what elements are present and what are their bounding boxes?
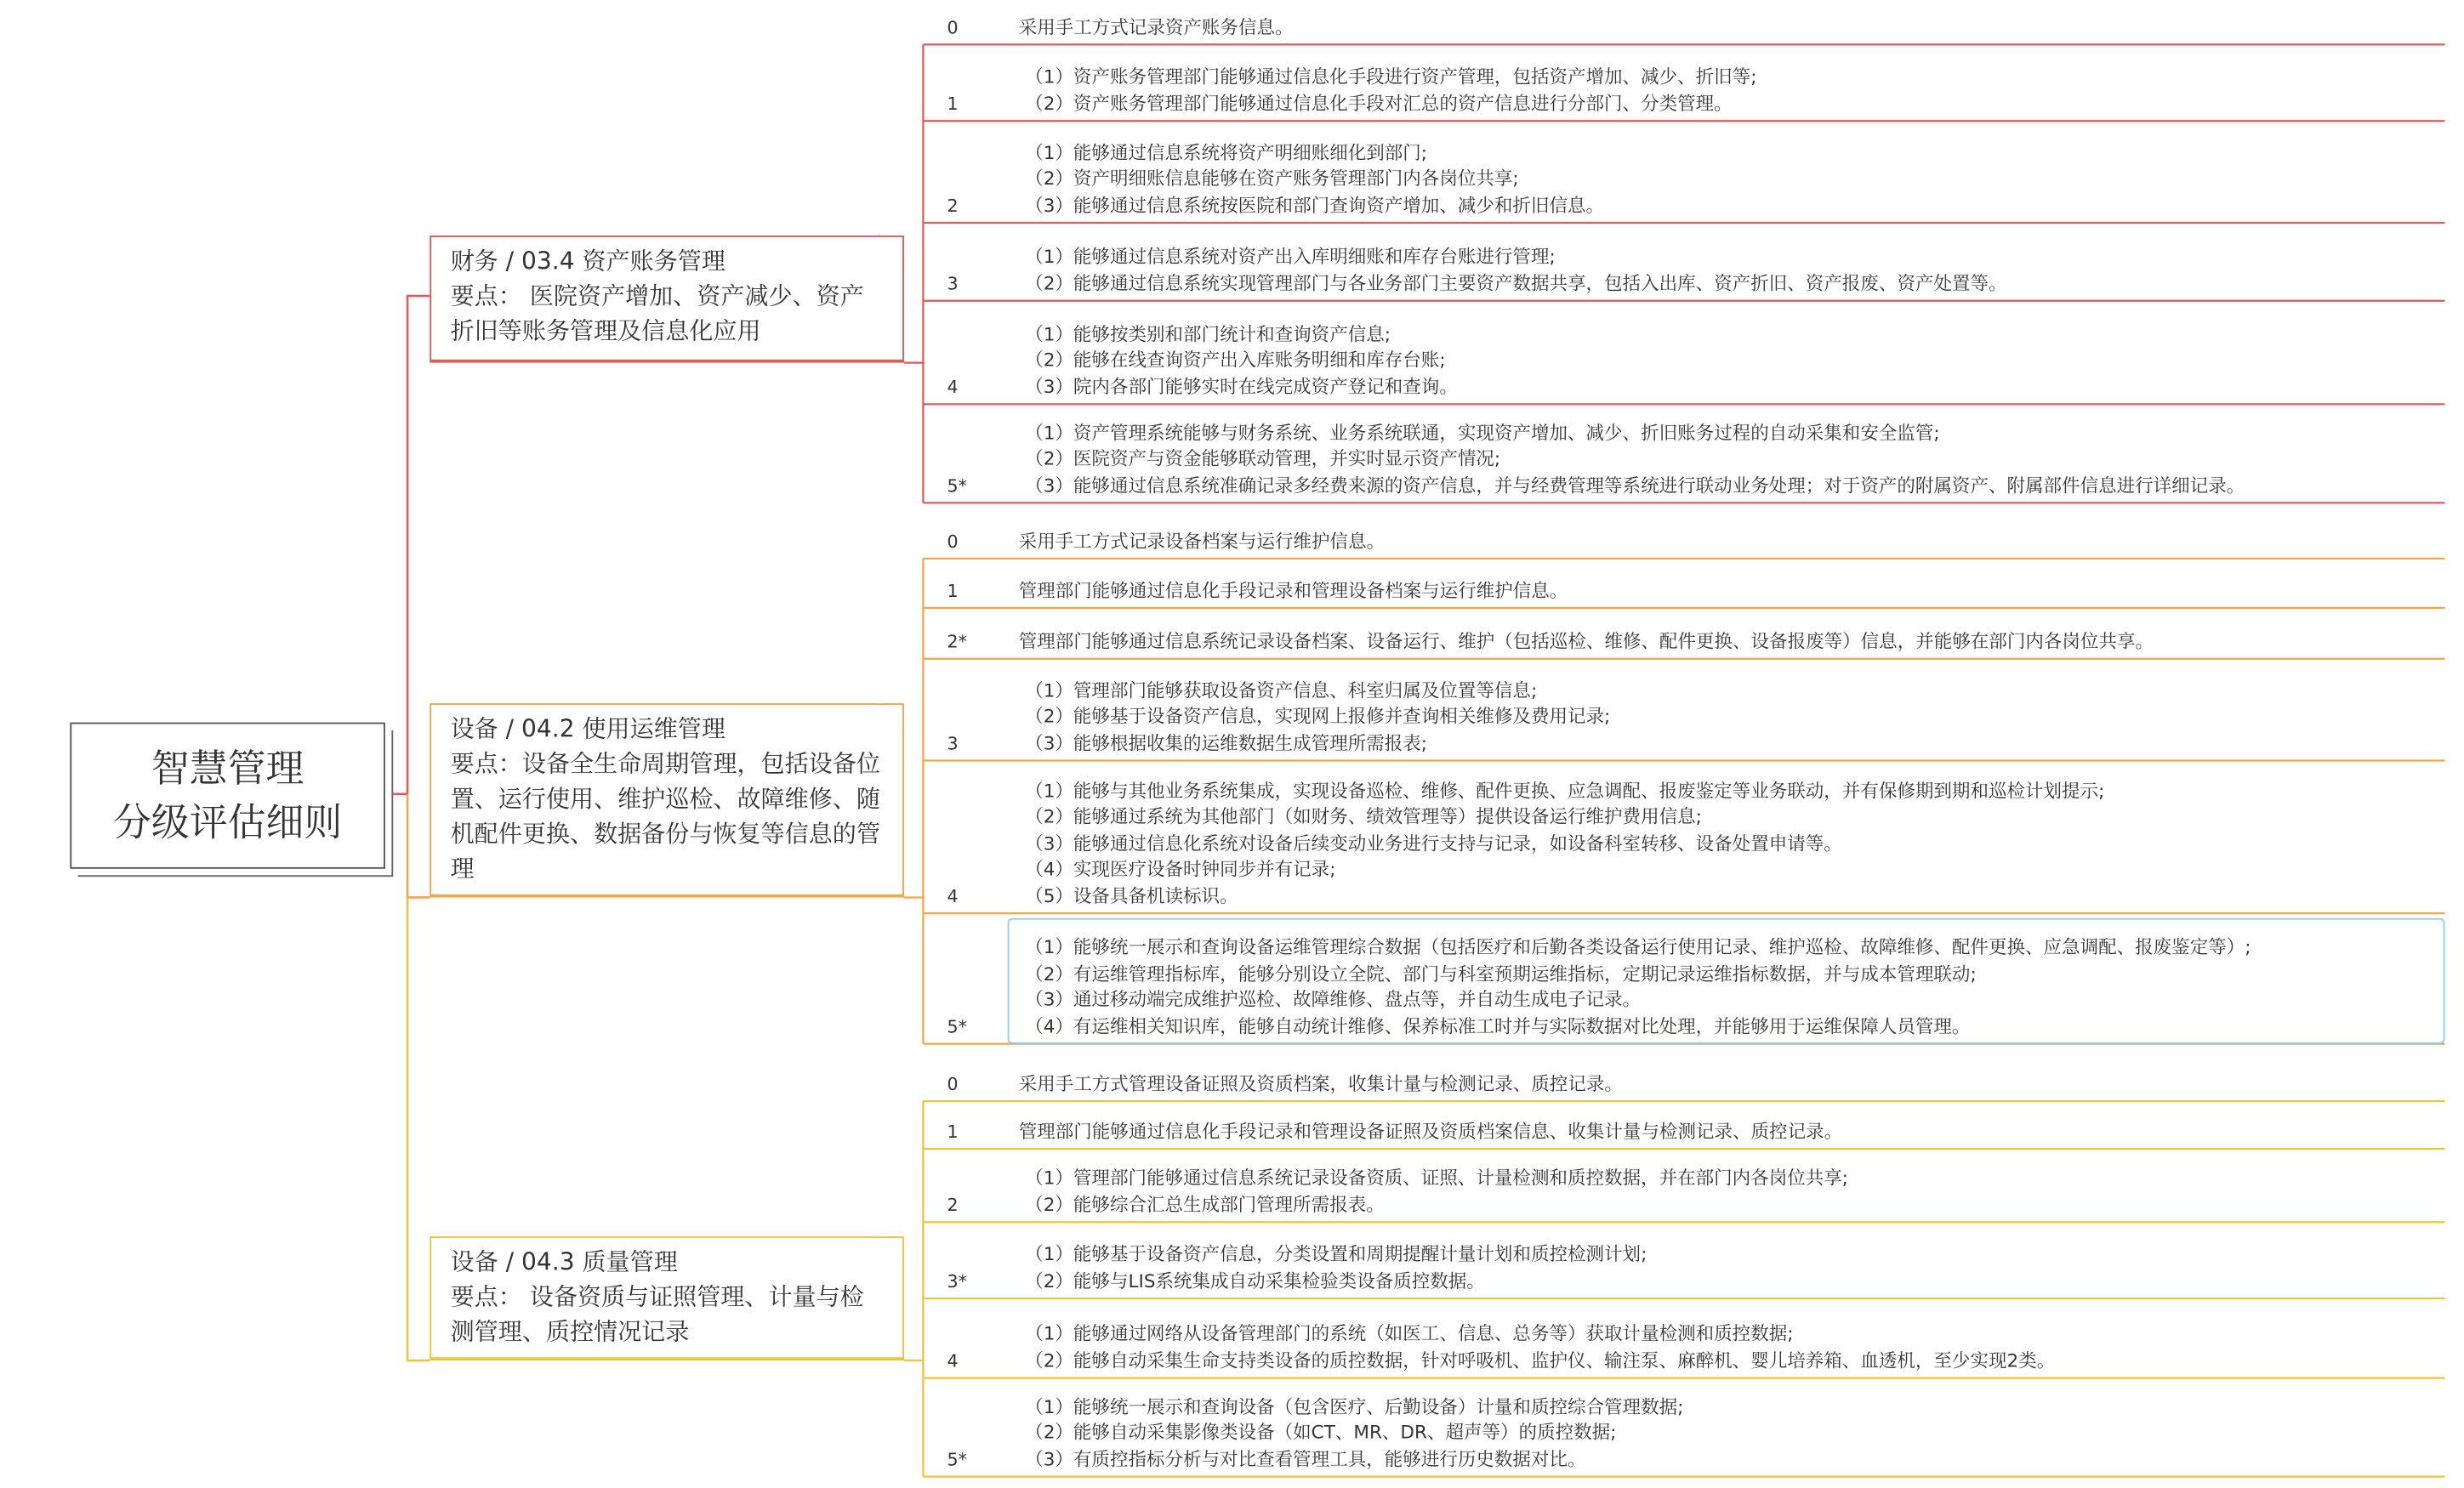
level-number: 0 <box>947 17 959 38</box>
description-line: （3）有质控指标分析与对比查看管理工具，能够进行历史数据对比。 <box>1025 1447 1586 1470</box>
connector <box>407 794 430 898</box>
connector <box>407 897 430 1360</box>
level-description <box>1019 576 1568 603</box>
topic-title: 设备 / 04.3 质量管理 <box>450 1247 678 1276</box>
level-number: 5* <box>947 1449 967 1471</box>
description-line: （1）能够与其他业务系统集成，实现设备巡检、维修、配件更换、应急调配、报废鉴定等业务联动，并有保修期到期和巡检计划提示; <box>1025 779 2105 802</box>
topic-equipment-quality[interactable] <box>430 1236 904 1360</box>
description-line: （2）资产账务管理部门能够通过信息化手段对汇总的资产信息进行分部门、分类管理。 <box>1025 91 1733 114</box>
topic-equipment-operations[interactable] <box>430 703 904 897</box>
description-line: （1）能够通过信息系统对资产出入库明细账和库存台账进行管理; <box>1025 245 1556 268</box>
level-number: 3 <box>947 273 959 295</box>
level-number: 3* <box>947 1271 967 1292</box>
level-description <box>1019 1071 1623 1097</box>
level-row-quality-2[interactable] <box>923 1149 2444 1222</box>
level-number: 3 <box>947 733 959 755</box>
description-line: 采用手工方式管理设备证照及资质档案，收集计量与检测记录、质控记录。 <box>1018 1071 1623 1094</box>
level-description <box>1025 677 1610 756</box>
level-row-finance-0[interactable] <box>923 5 2444 45</box>
level-description <box>1025 419 2245 498</box>
description-line: （2）医院资产与资金能够联动管理，并实时显示资产情况; <box>1025 446 1501 470</box>
description-line: 采用手工方式记录资产账务信息。 <box>1018 14 1294 37</box>
level-row-quality-0[interactable] <box>923 1058 2444 1101</box>
level-number: 2 <box>947 196 959 217</box>
level-row-quality-4[interactable] <box>923 1298 2444 1378</box>
description-line: （3）院内各部门能够实时在线完成资产登记和查询。 <box>1025 374 1458 397</box>
level-row-ops-5[interactable] <box>923 913 2444 1043</box>
description-line: （2）资产明细账信息能够在资产账务管理部门内各岗位共享; <box>1025 167 1519 190</box>
level-row-quality-5[interactable] <box>923 1378 2444 1477</box>
level-row-finance-2[interactable] <box>923 121 2444 223</box>
level-description <box>1025 243 2006 296</box>
description-line: （2）能够自动采集生命支持类设备的质控数据，针对呼吸机、监护仪、输注泵、麻醉机、婴儿培养箱、血透机，至少实现2类。 <box>1025 1349 2056 1372</box>
level-number: 4 <box>947 377 959 398</box>
description-line: （1）能够统一展示和查询设备（包含医疗、后勤设备）计量和质控综合管理数据; <box>1025 1394 1684 1417</box>
description-line: 采用手工方式记录设备档案与运行维护信息。 <box>1018 529 1386 552</box>
description-line: （1）能够按类别和部门统计和查询资产信息; <box>1025 321 1391 345</box>
level-number: 4 <box>947 1350 959 1372</box>
topic-title: 设备 / 04.2 使用运维管理 <box>450 714 726 743</box>
level-description <box>1025 1393 1683 1472</box>
central-topic[interactable] <box>70 723 385 869</box>
level-description <box>1025 777 2104 908</box>
description-line: （1）能够统一展示和查询设备运维管理综合数据（包括医疗和后勤各类设备运行使用记录、维护巡检、故障维修、配件更换、应急调配、报废鉴定等）; <box>1025 935 2251 958</box>
level-number: 1 <box>947 94 959 115</box>
description-line: （2）能够通过信息系统实现管理部门与各业务部门主要资产数据共享，包括入出库、资产折旧、资产报废、资产处置等。 <box>1025 271 2007 294</box>
level-row-quality-1[interactable] <box>923 1101 2444 1149</box>
level-row-ops-4[interactable] <box>923 761 2444 914</box>
level-row-ops-0[interactable] <box>923 519 2444 559</box>
level-description <box>1025 321 1458 400</box>
level-row-finance-1[interactable] <box>923 44 2444 121</box>
description-line: （3）通过移动端完成维护巡检、故障维修、盘点等，并自动生成电子记录。 <box>1025 988 1642 1011</box>
description-line: （1）管理部门能够获取设备资产信息、科室归属及位置等信息; <box>1025 679 1538 701</box>
description-line: （3）能够通过信息化系统对设备后续变动业务进行支持与记录，如设备科室转移、设备处置申请等。 <box>1025 831 1842 855</box>
description-line: （3）能够通过信息系统按医院和部门查询资产增加、减少和折旧信息。 <box>1025 193 1605 216</box>
level-row-ops-1[interactable] <box>923 559 2444 608</box>
description-line: （1）资产账务管理部门能够通过信息化手段进行资产管理，包括资产增加、减少、折旧等; <box>1025 65 1757 88</box>
topic-finance-asset-accounting[interactable] <box>430 236 904 363</box>
level-row-finance-5[interactable] <box>923 404 2444 503</box>
level-description <box>1019 14 1294 40</box>
level-description <box>1025 64 1756 116</box>
level-number: 4 <box>947 886 959 907</box>
level-description <box>1025 1165 1848 1218</box>
description-line: （2）能够在线查询资产出入库账务明细和库存台账; <box>1025 348 1446 372</box>
description-line: （1）能够通过信息系统将资产明细账细化到部门; <box>1025 140 1428 163</box>
level-number: 5* <box>947 1016 967 1038</box>
description-line: （1）能够通过网络从设备管理部门的系统（如医工、信息、总务等）获取计量检测和质控数据; <box>1025 1322 1794 1345</box>
level-number: 2 <box>947 1195 959 1216</box>
description-line: （2）能够自动采集影像类设备（如CT、MR、DR、超声等）的质控数据; <box>1025 1421 1617 1444</box>
level-number: 1 <box>947 581 959 602</box>
level-row-ops-3[interactable] <box>923 659 2444 761</box>
level-row-finance-4[interactable] <box>923 301 2444 405</box>
level-description <box>1019 527 1385 554</box>
description-line: 管理部门能够通过信息化手段记录和管理设备档案与运行维护信息。 <box>1018 578 1568 601</box>
description-line: （2）能够基于设备资产信息，实现网上报修并查询相关维修及费用记录; <box>1025 705 1611 728</box>
description-line: （1）资产管理系统能够与财务系统、业务系统联通，实现资产增加、减少、折旧账务过程的自动采集和安全监管; <box>1025 420 1940 444</box>
central-topic-line1: 智慧管理 <box>151 746 304 792</box>
description-line: （3）能够根据收集的运维数据生成管理所需报表; <box>1025 730 1428 754</box>
level-row-ops-2[interactable] <box>923 608 2444 659</box>
description-line: 管理部门能够通过信息系统记录设备档案、设备运行、维护（包括巡检、维修、配件更换、设备报废等）信息，并能够在部门内各岗位共享。 <box>1018 629 2154 652</box>
level-description <box>1019 1118 1842 1144</box>
description-line: （2）能够通过系统为其他部门（如财务、绩效管理等）提供设备运行维护费用信息; <box>1025 804 1702 828</box>
topic-description: 要点： 设备资质与证照管理、计量与检测管理、质控情况记录 <box>450 1282 864 1347</box>
description-line: （1）管理部门能够通过信息系统记录设备资质、证照、计量检测和质控数据，并在部门内各岗位共享; <box>1025 1166 1849 1189</box>
description-line: （4）实现医疗设备时钟同步并有记录; <box>1025 857 1336 880</box>
topic-title: 财务 / 03.4 资产账务管理 <box>450 247 726 275</box>
level-row-quality-3[interactable] <box>923 1222 2444 1298</box>
level-number: 1 <box>947 1122 959 1143</box>
level-description <box>1025 934 2251 1040</box>
description-line: （3）能够通过信息系统准确记录多经费来源的资产信息，并与经费管理等系统进行联动业务处理；对于资产的附属资产、附属部件信息进行详细记录。 <box>1025 473 2245 496</box>
level-description <box>1025 139 1604 219</box>
topic-description: 要点：设备全生命周期管理，包括设备位置、运行使用、维护巡检、故障维修、随机配件更换、数据备份与恢复等信息的管理 <box>450 749 880 883</box>
description-line: （5）设备具备机读标识。 <box>1025 883 1238 906</box>
level-row-finance-3[interactable] <box>923 223 2444 301</box>
level-number: 5* <box>947 475 967 497</box>
topic-description: 要点： 医院资产增加、资产减少、资产折旧等账务管理及信息化应用 <box>450 281 864 346</box>
description-line: （1）能够基于设备资产信息，分类设置和周期提醒计量计划和质控检测计划; <box>1025 1242 1647 1265</box>
level-number: 0 <box>947 1074 959 1095</box>
level-number: 0 <box>947 531 959 553</box>
description-line: （2）能够与LIS系统集成自动采集检验类设备质控数据。 <box>1025 1269 1485 1292</box>
description-line: （4）有运维相关知识库，能够自动统计维修、保养标准工时并与实际数据对比处理，并能够用于运维保障人员管理。 <box>1025 1014 1971 1037</box>
level-description <box>1019 628 2154 654</box>
description-line: （2）有运维管理指标库，能够分别设立全院、部门与科室预期运维指标，定期记录运维指标数据，并与成本管理联动; <box>1025 962 1977 985</box>
central-topic-line2: 分级评估细则 <box>112 800 343 845</box>
description-line: （2）能够综合汇总生成部门管理所需报表。 <box>1025 1192 1385 1215</box>
level-description <box>1025 1241 1647 1294</box>
description-line: 管理部门能够通过信息化手段记录和管理设备证照及资质档案信息、收集计量与检测记录、质控记录。 <box>1018 1119 1843 1142</box>
level-description <box>1025 1320 2055 1373</box>
level-number: 2* <box>947 631 967 653</box>
connector <box>389 296 430 794</box>
